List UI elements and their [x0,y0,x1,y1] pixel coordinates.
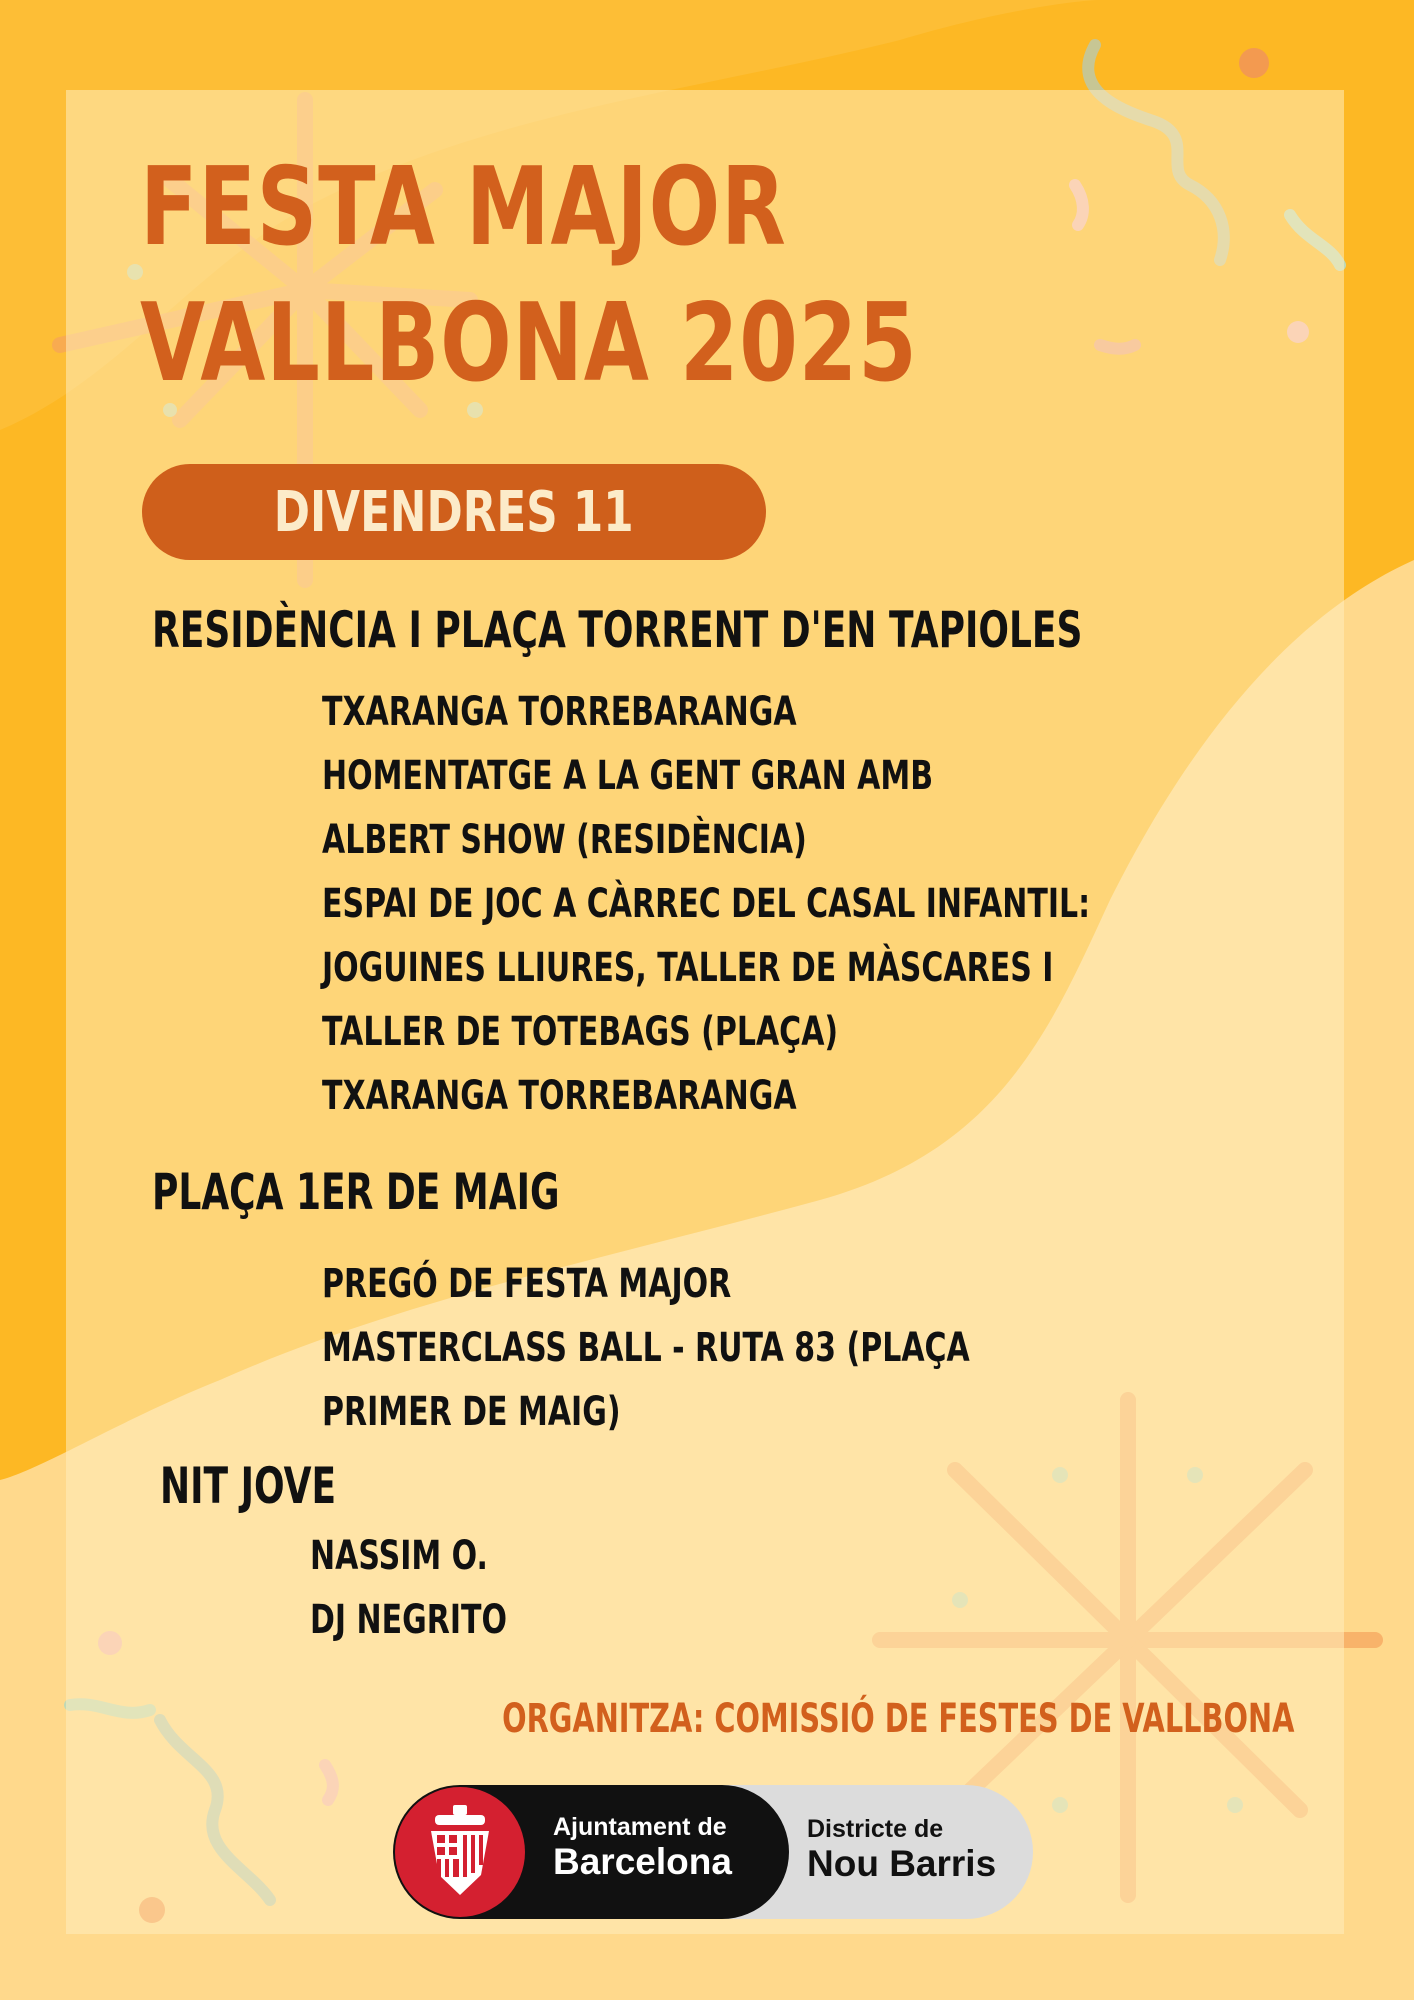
event-line: JOGUINES LLIURES, TALLER DE MÀSCARES I [322,945,1054,991]
event-line: ESPAI DE JOC A CÀRREC DEL CASAL INFANTIL: [322,881,1091,927]
event-description [322,1316,970,1444]
event-line: PREGÓ DE FESTA MAJOR [322,1261,732,1307]
logo-city-line-1: Ajuntament de [553,1813,727,1841]
logo-district-line-1: Districte de [807,1815,944,1843]
event-line: TXARANGA TORREBARANGA [322,1073,797,1119]
event-description [322,1064,797,1128]
event-line: MASTERCLASS BALL - RUTA 83 (PLAÇA [322,1325,970,1371]
section-heading-nit-jove: NIT JOVE [160,1457,337,1515]
event-line: DJ NEGRITO [310,1597,507,1643]
barcelona-coat-of-arms-icon [395,1787,525,1917]
logo-city-line-2: Barcelona [553,1841,732,1882]
event-line: TXARANGA TORREBARANGA [322,689,797,735]
event-line: NASSIM O. [310,1533,488,1579]
event-description [322,744,933,872]
event-description [310,1524,507,1652]
barcelona-logo [393,1785,1033,1919]
day-badge [142,464,766,560]
event-line: TALLER DE TOTEBAGS (PLAÇA) [322,1009,839,1055]
section-heading-placa: PLAÇA 1ER DE MAIG [152,1163,560,1221]
event-line: ALBERT SHOW (RESIDÈNCIA) [322,817,807,863]
event-description [322,872,1090,1064]
title-line-1: FESTA MAJOR [140,145,787,270]
event-line: PRIMER DE MAIG) [322,1389,621,1435]
event-description [322,1252,731,1316]
title-line-2: VALLBONA 2025 [140,281,918,406]
event-description [322,680,797,744]
poster-title [140,140,917,412]
section-heading-residencia: RESIDÈNCIA I PLAÇA TORRENT D'EN TAPIOLES [152,601,1083,659]
organizer-credit: ORGANITZA: COMISSIÓ DE FESTES DE VALLBONA [501,1696,1294,1742]
logo-district-line-2: Nou Barris [807,1843,997,1884]
event-line: HOMENTATGE A LA GENT GRAN AMB [322,753,934,799]
day-label: DIVENDRES 11 [274,479,634,545]
